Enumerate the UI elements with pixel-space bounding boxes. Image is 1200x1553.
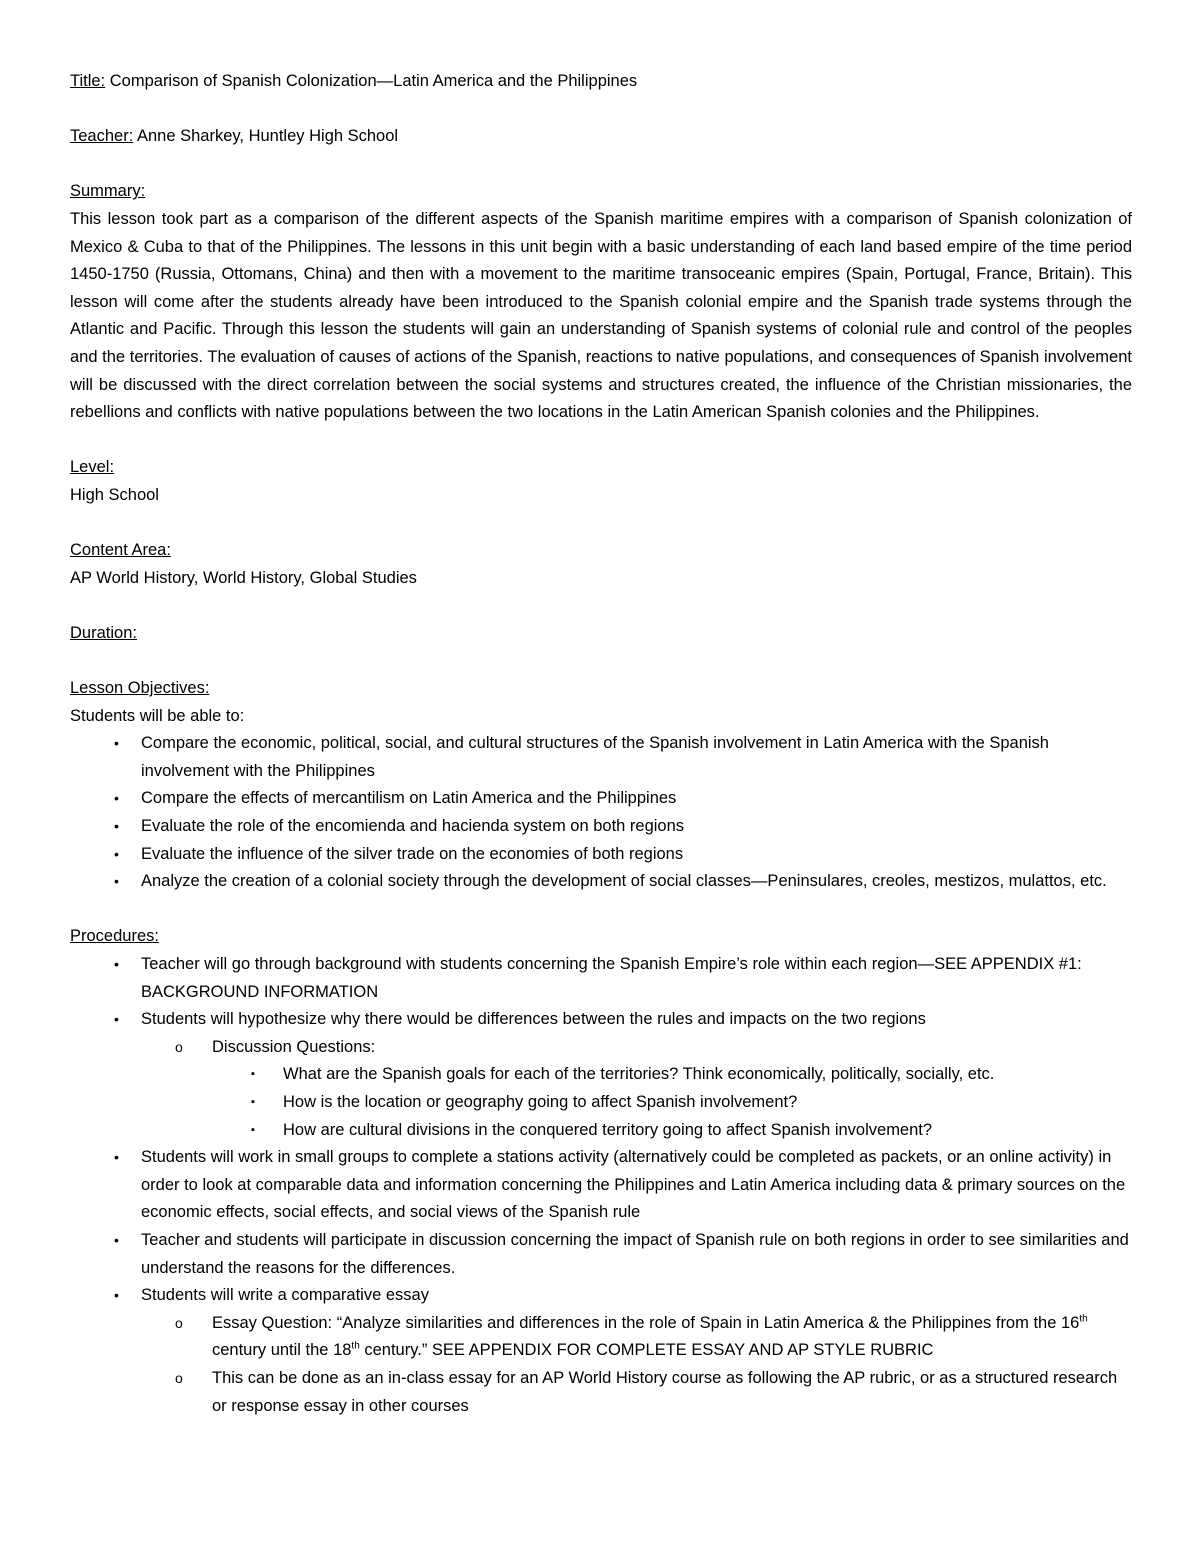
objectives-label: Lesson Objectives: — [70, 679, 210, 698]
content-area-value: AP World History, World History, Global Studies — [70, 568, 417, 587]
procedures-label: Procedures: — [70, 927, 159, 946]
bullet-marker: • — [114, 956, 119, 972]
bullet-marker: • — [114, 818, 119, 835]
square-marker: ▪ — [251, 1123, 255, 1136]
procedures-section — [70, 923, 1132, 1420]
objectives-intro: Students will be able to: — [70, 706, 245, 725]
list-item: • Students will hypothesize why there would be differences between the rules and impacts on the two regions — [70, 1006, 1132, 1034]
bullet-marker: • — [114, 1287, 119, 1304]
list-item: • Compare the economic, political, social, and cultural structures of the Spanish involvement in Latin America with the Spanish involvement with the Philippines — [70, 730, 1132, 785]
teacher-line — [70, 123, 1132, 151]
list-item: • Teacher and students will participate in discussion concerning the impact of Spanish rule on both regions in order to see similarities and understand the reasons for the differences. — [70, 1227, 1132, 1282]
teacher-label: Teacher: — [70, 127, 134, 146]
list-item: • Compare the effects of mercantilism on Latin America and the Philippines — [70, 785, 1132, 813]
bullet-marker: • — [114, 735, 119, 752]
level-label: Level: — [70, 458, 115, 477]
content-area-section — [70, 537, 1132, 592]
list-item: • Students will write a comparative essay — [70, 1282, 1132, 1310]
bullet-marker: • — [114, 845, 119, 862]
lesson-plan-document — [70, 68, 1132, 1420]
summary-text: This lesson took part as a comparison of the different aspects of the Spanish maritime empires with a comparison of Spanish colonization of Mexico & Cuba to that of the Philippines. The lessons in this unit begin with a basic understanding of each land based empire of the time period 1450-1750 (Russia, Ottomans, China) and then with a movement to the maritime transoceanic empires (Spain, Portugal, France, Britain). This lesson will come after the students already have been introduced to the Spanish colonial empire and the Spanish trade systems through the Atlantic and Pacific. Through this lesson the students will gain an understanding of Spanish systems of colonial rule and control of the peoples and the territories. The evaluation of causes of actions of the Spanish, reactions to native populations, and consequences of Spanish involvement will be discussed with the direct correlation between the social systems and structures created, the influence of the Christian missionaries, the rebellions and conflicts with native populations between the two locations in the Latin American Spanish colonies and the Philippines. — [70, 209, 1132, 422]
square-marker: ▪ — [251, 1095, 255, 1108]
list-item: ▪ What are the Spanish goals for each of the territories? Think economically, politically, socially, etc. — [70, 1061, 1132, 1089]
list-item: o Essay Question: “Analyze similarities and differences in the role of Spain in Latin America & the Philippines from the 16th century until the 18th century.” SEE APPENDIX FOR COMPLETE ESSAY AND AP STYLE RUBRIC — [70, 1310, 1132, 1365]
bullet-marker: • — [114, 1149, 119, 1166]
list-item: • Teacher will go through background with students concerning the Spanish Empire’s role within each region—SEE APPENDIX #1: BACKGROUND INFORMATION — [70, 951, 1132, 1006]
list-item: ▪ How is the location or geography going to affect Spanish involvement? — [70, 1089, 1132, 1117]
list-item: • Analyze the creation of a colonial society through the development of social classes—Peninsulares, creoles, mestizos, mulattos, etc. — [70, 868, 1132, 896]
level-section — [70, 454, 1132, 509]
level-value: High School — [70, 485, 159, 504]
title-value: Comparison of Spanish Colonization—Latin America and the Philippines — [109, 72, 638, 90]
list-item: • Evaluate the influence of the silver trade on the economies of both regions — [70, 841, 1132, 869]
teacher-value: Anne Sharkey, Huntley High School — [136, 127, 399, 146]
title-line — [70, 68, 1132, 96]
circle-marker: o — [175, 1038, 183, 1055]
title-label: Title: — [70, 72, 106, 90]
duration-label: Duration: — [70, 623, 137, 642]
circle-marker: o — [175, 1314, 183, 1331]
list-item: ▪ How are cultural divisions in the conquered territory going to affect Spanish involvement? — [70, 1117, 1132, 1145]
square-marker: ▪ — [251, 1068, 255, 1081]
bullet-marker: • — [114, 1011, 119, 1028]
procedures-list — [70, 951, 1132, 1420]
list-item: o Discussion Questions: — [70, 1034, 1132, 1062]
bullet-marker: • — [114, 790, 119, 807]
content-area-label: Content Area: — [70, 541, 171, 560]
objectives-section — [70, 675, 1132, 896]
bullet-marker: • — [114, 873, 119, 890]
summary-section — [70, 178, 1132, 426]
circle-marker: o — [175, 1369, 183, 1386]
list-item: o This can be done as an in-class essay for an AP World History course as following the AP rubric, or as a structured research or response essay in other courses — [70, 1365, 1132, 1420]
list-item: • Evaluate the role of the encomienda and hacienda system on both regions — [70, 813, 1132, 841]
summary-label: Summary: — [70, 182, 146, 201]
duration-section — [70, 620, 1132, 648]
list-item: • Students will work in small groups to complete a stations activity (alternatively could be completed as packets, or an online activity) in order to look at comparable data and information concerning the Philippines and Latin America including data & primary sources on the economic effects, social effects, and social views of the Spanish rule — [70, 1144, 1132, 1227]
objectives-list — [70, 730, 1132, 896]
bullet-marker: • — [114, 1231, 119, 1248]
